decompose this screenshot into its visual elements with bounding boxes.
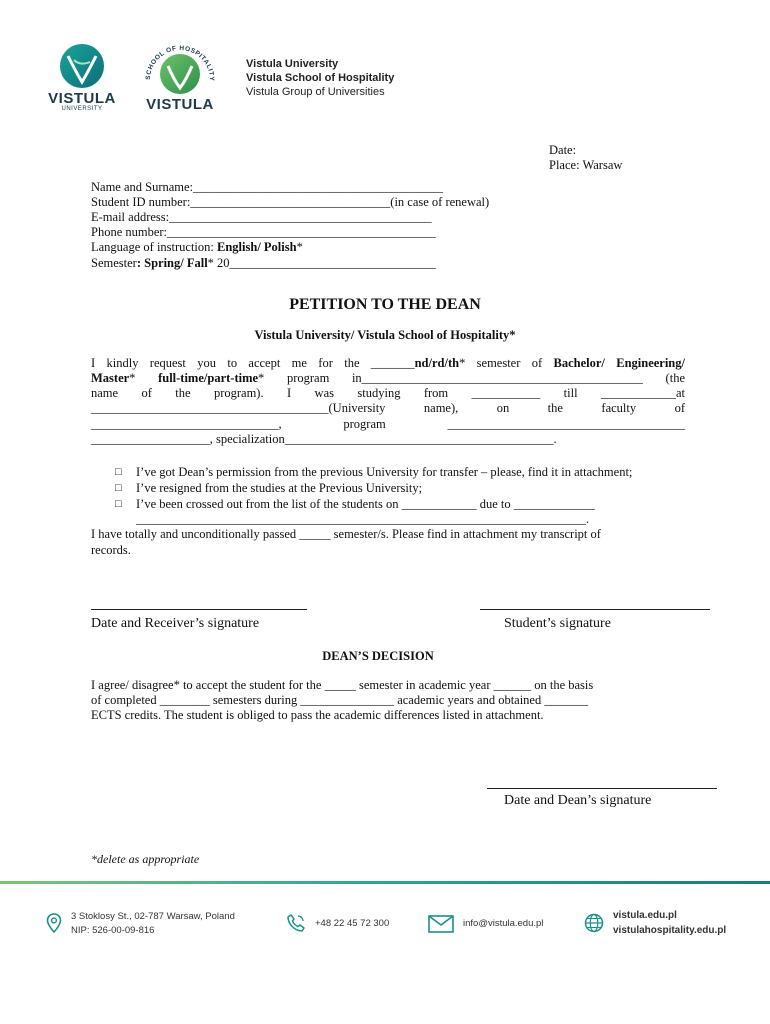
request-l1-b: nd/rd/th [414, 356, 460, 370]
footer-nip: NIP: 526-00-09-816 [71, 925, 155, 936]
request-l2-c: full-time/part-time [158, 371, 259, 385]
footer-email[interactable]: info@vistula.edu.pl [463, 918, 544, 929]
petition-subtitle: Vistula University/ Vistula School of Hospitality* [254, 328, 516, 342]
semester-options: : Spring/ Fall [136, 256, 208, 270]
header-institution-names [246, 57, 394, 99]
request-line-4: ______________________________________(University name), on the faculty of [91, 401, 685, 415]
semester-year-blank: * 20_________________________________ [207, 256, 436, 270]
hospitality-emblem [140, 40, 220, 100]
request-l1-c: * semester of [459, 356, 554, 370]
phone-icon [286, 913, 306, 938]
footer-web-hospitality[interactable]: vistulahospitality.edu.pl [613, 925, 727, 936]
request-l1-d: Bachelor/ Engineering/ [553, 356, 685, 370]
footer-web-university[interactable]: vistula.edu.pl [613, 910, 677, 921]
check-resigned-text: I’ve resigned from the studies at the Previous University; [136, 481, 423, 495]
hospitality-arc-text: SCHOOL OF HOSPITALITY [144, 44, 216, 82]
request-l2-b: * [129, 371, 159, 385]
decision-line-2: of completed ________ semesters during _______________ academic years and obtained _______ [91, 693, 589, 707]
dean-signature-label: Date and Dean’s signature [504, 793, 652, 808]
passed-semesters-line-1: I have totally and unconditionally passed _____ semester/s. Please find in attachment my transcript of [91, 527, 601, 541]
semester-label: Semester [91, 256, 137, 270]
place-label: Place: Warsaw [549, 158, 623, 172]
receiver-signature-line[interactable] [91, 609, 307, 610]
request-line-5: ______________________________, program ______________________________________ [91, 417, 685, 431]
footer-phone[interactable]: +48 22 45 72 300 [315, 918, 390, 929]
request-l2-a: Master [91, 371, 130, 385]
decision-line-3: ECTS credits. The student is obliged to pass the academic differences listed in attachment. [91, 708, 544, 722]
language-options: English/ Polish [217, 240, 297, 254]
decision-line-1: I agree/ disagree* to accept the student for the _____ semester in academic year ______ on the basis [91, 678, 594, 692]
language-asterisk: * [296, 240, 303, 254]
vistula-university-logo [46, 42, 118, 116]
vistula-hospitality-logo [140, 40, 220, 116]
request-line-6: ___________________, specialization___________________________________________. [91, 432, 557, 446]
student-signature-label: Student’s signature [504, 616, 611, 631]
request-line-3: name of the program). I was studying from ___________ till ____________at [91, 386, 685, 400]
check-crossed-out-text: I’ve been crossed out from the list of the students on ____________ due to _____________ [136, 497, 595, 511]
footer-divider [0, 881, 770, 884]
request-line-1 [91, 356, 685, 371]
language-label: Language of instruction: [91, 240, 218, 254]
header-line-group: Vistula Group of Universities [246, 86, 385, 98]
phone-field[interactable]: Phone number:___________________________________________ [91, 225, 436, 239]
student-signature-line[interactable] [480, 609, 710, 610]
language-field[interactable] [91, 240, 303, 255]
vistula-university-sub: UNIVERSITY [61, 106, 103, 112]
footer-address: 3 Stoklosy St., 02-787 Warsaw, Poland [71, 911, 235, 922]
email-field[interactable]: E-mail address:__________________________________________ [91, 210, 432, 224]
dean-decision-heading: DEAN’S DECISION [322, 649, 434, 663]
checkbox-permission[interactable]: □ [115, 466, 122, 478]
checkbox-resigned[interactable]: □ [115, 482, 122, 494]
header-line-hospitality: Vistula School of Hospitality [246, 72, 395, 84]
vistula-university-wordmark: VISTULA [48, 90, 116, 107]
vistula-hospitality-wordmark: VISTULA [146, 96, 214, 113]
checkbox-crossed-out[interactable]: □ [115, 498, 122, 510]
dean-signature-line[interactable] [487, 788, 717, 789]
envelope-icon [428, 915, 454, 938]
request-l1-a: I kindly request you to accept me for the _______ [91, 356, 415, 370]
location-pin-icon [46, 913, 62, 938]
check-permission-text: I’ve got Dean’s permission from the previous University for transfer – please, find it in attachment; [136, 465, 633, 479]
request-line-2 [91, 371, 685, 386]
delete-note: *delete as appropriate [91, 852, 200, 866]
receiver-signature-label: Date and Receiver’s signature [91, 616, 260, 631]
date-label: Date: [549, 143, 577, 157]
header-line-university: Vistula University [246, 58, 339, 70]
passed-semesters-line-2: records. [91, 543, 131, 557]
semester-field[interactable] [91, 256, 436, 271]
student-id-field[interactable]: Student ID number:________________________________(in case of renewal) [91, 195, 490, 209]
name-surname-field[interactable]: Name and Surname:________________________________________ [91, 180, 444, 194]
request-l2-d: * program in_____________________________________________ (the [258, 371, 685, 385]
globe-icon [584, 913, 604, 938]
check-crossed-out-continuation: ________________________________________________________________________. [136, 512, 590, 526]
petition-title: PETITION TO THE DEAN [289, 296, 481, 313]
